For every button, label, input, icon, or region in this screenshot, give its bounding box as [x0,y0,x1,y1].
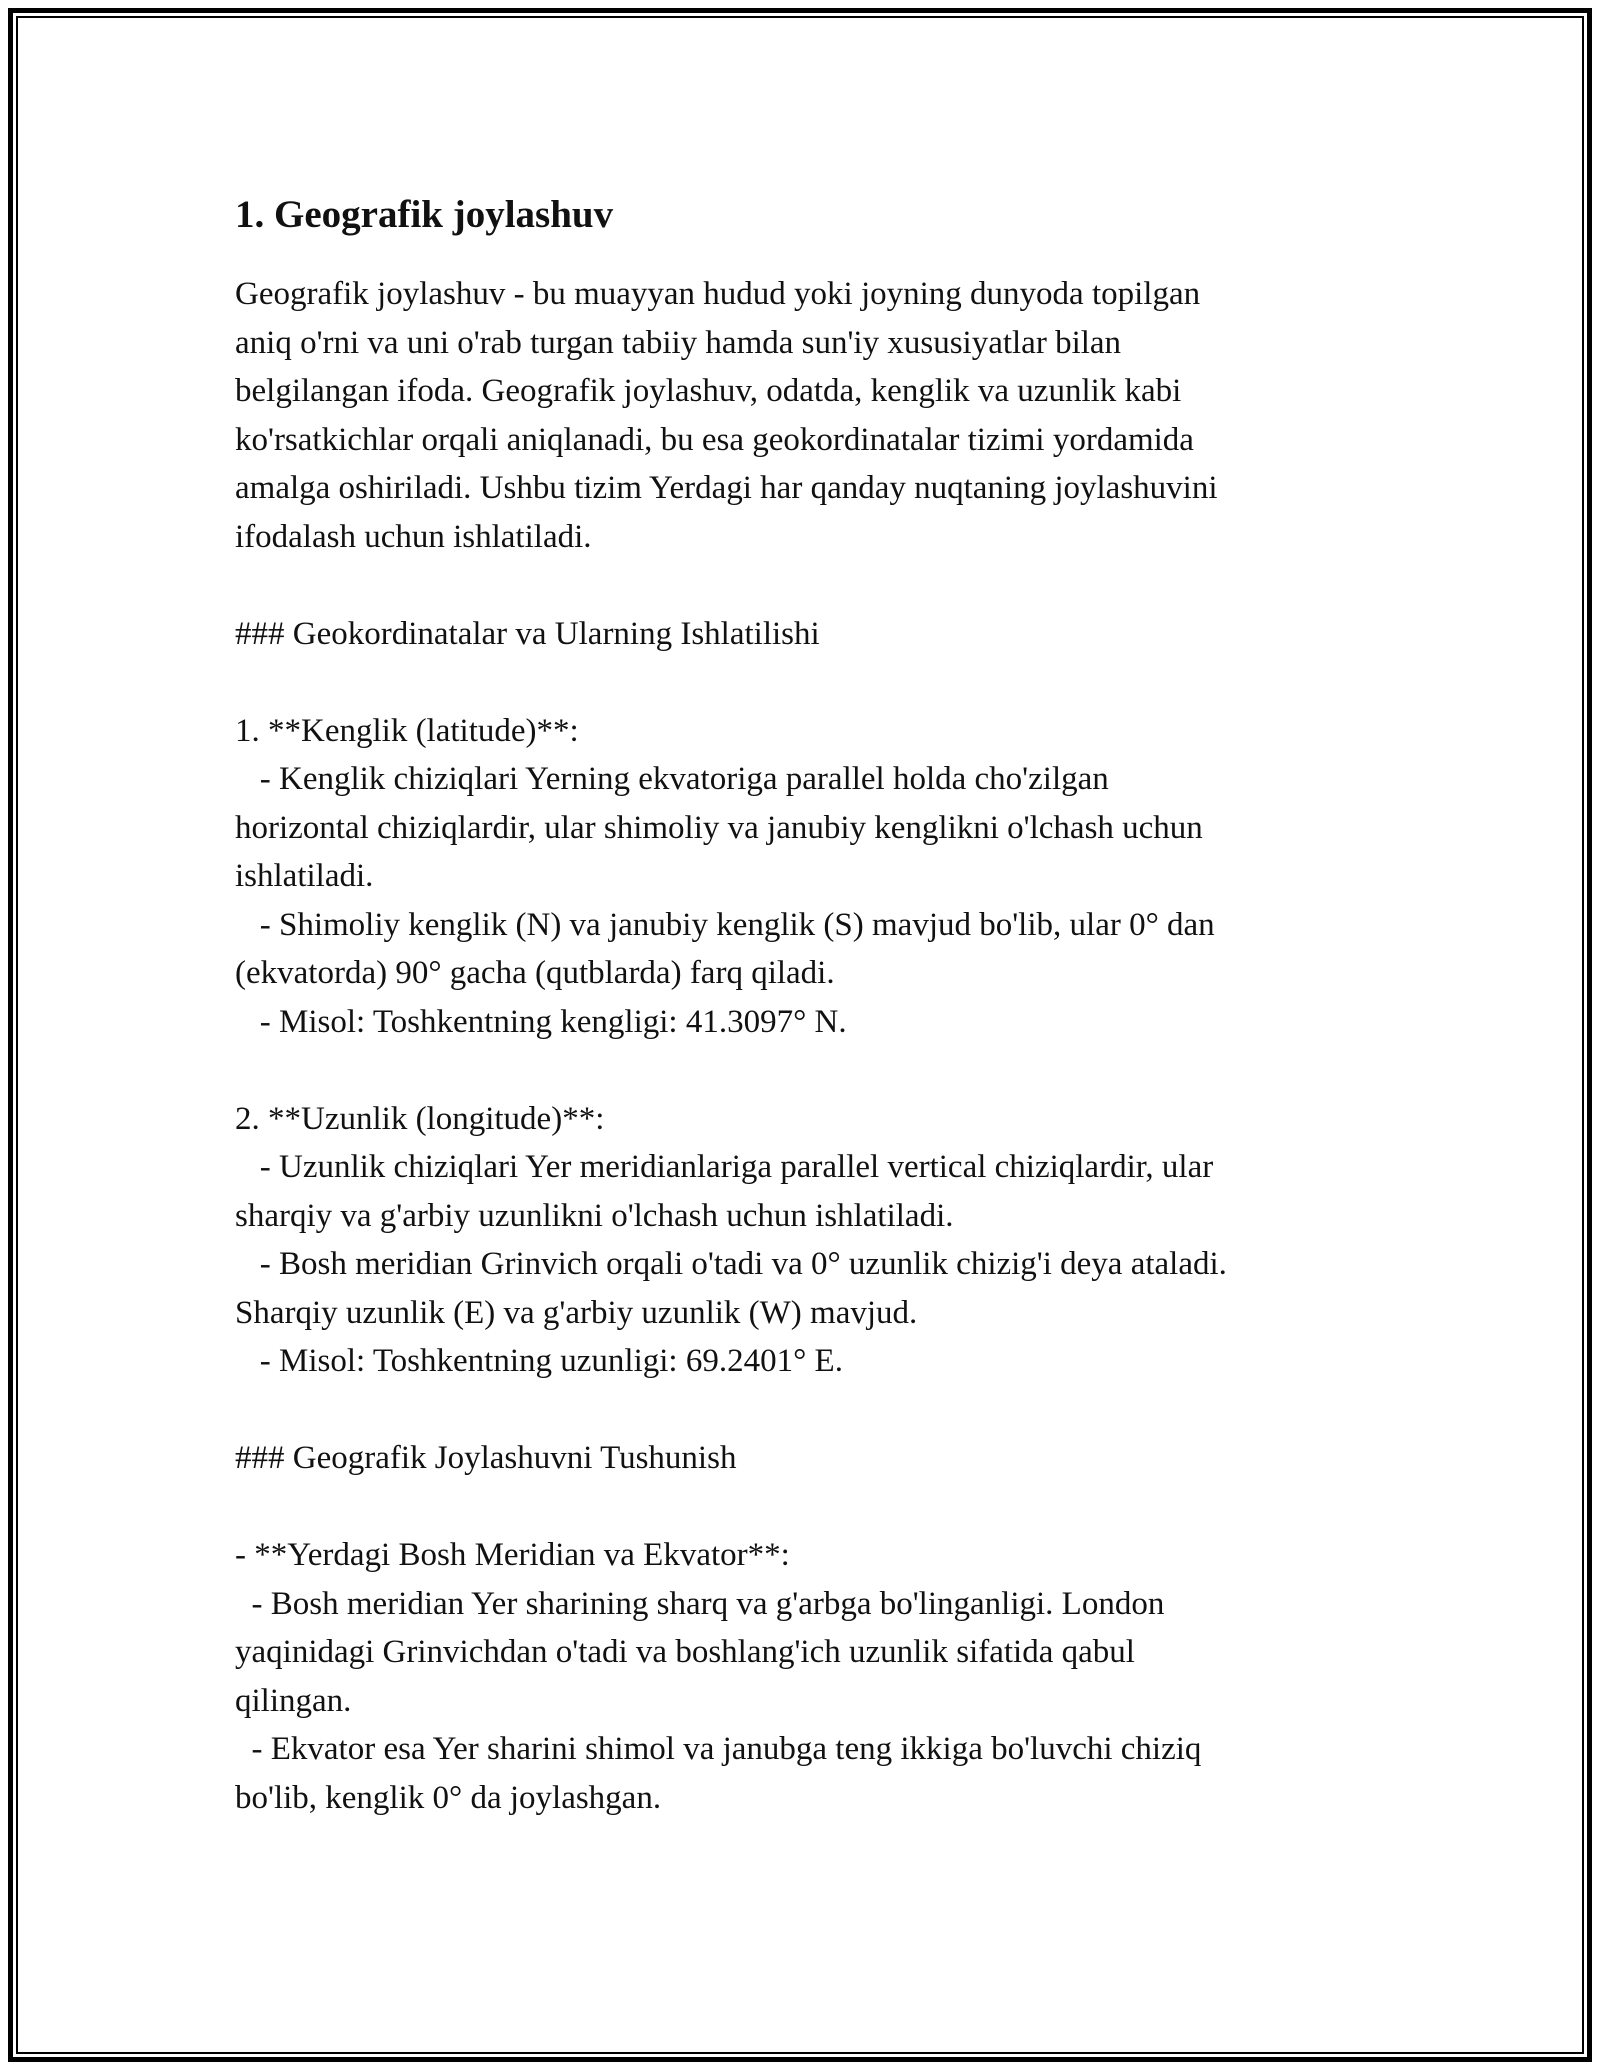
list-item-latitude: 1. **Kenglik (latitude)**: - Kenglik chiziqlari Yerning ekvatoriga parallel holda cho'zilgan horizontal chiziqlardir, ular shimoliy va janubiy kenglikni o'lchash uchun ishlatiladi. - Shimoliy kenglik (N) va janubiy kenglik (S) mavjud bo'lib, ular 0° dan (ekvatorda) 90° gacha (qutblarda) farq qiladi. - Misol: Toshkentning kengligi: 41.3097° N. [235,712,1215,1040]
spacer [235,1046,1370,1095]
spacer [235,561,1370,610]
spacer [235,658,1370,707]
list-item-longitude: 2. **Uzunlik (longitude)**: - Uzunlik chiziqlari Yer meridianlariga parallel vertical chiziqlardir, ular sharqiy va g'arbiy uzunlikni o'lchash uchun ishlatiladi. - Bosh meridian Grinvich orqali o'tadi va 0° uzunlik chizig'i deya ataladi. Sharqiy uzunlik (E) va g'arbiy uzunlik (W) mavjud. - Misol: Toshkentning uzunligi: 69.2401° E. [235,1100,1227,1379]
section-heading-understanding: ### Geografik Joylashuvni Tushunish [235,1440,737,1476]
document-body [235,188,1370,1822]
list-item-meridian-equator: - **Yerdagi Bosh Meridian va Ekvator**: - Bosh meridian Yer sharining sharq va g'arbga bo'linganligi. London yaqinidagi Grinvichdan o'tadi va boshlang'ich uzunlik sifatida qabul qilingan. - Ekvator esa Yer sharini shimol va janubga teng ikkiga bo'luvchi chiziq bo'lib, kenglik 0° da joylashgan. [235,1537,1202,1816]
intro-paragraph: Geografik joylashuv - bu muayyan hudud yoki joyning dunyoda topilgan aniq o'rni va uni o'rab turgan tabiiy hamda sun'iy xususiyatlar bilan belgilangan ifoda. Geografik joylashuv, odatda, kenglik va uzunlik kabi ko'rsatkichlar orqali aniqlanadi, bu esa geokordinatalar tizimi yordamida amalga oshiriladi. Ushbu tizim Yerdagi har qanday nuqtaning joylashuvini ifodalash uchun ishlatiladi. [235,276,1218,555]
spacer [235,1483,1370,1532]
spacer [235,1386,1370,1435]
section-heading-geocoordinates: ### Geokordinatalar va Ularning Ishlatilishi [235,615,820,652]
document-title: 1. Geografik joylashuv [235,193,614,236]
